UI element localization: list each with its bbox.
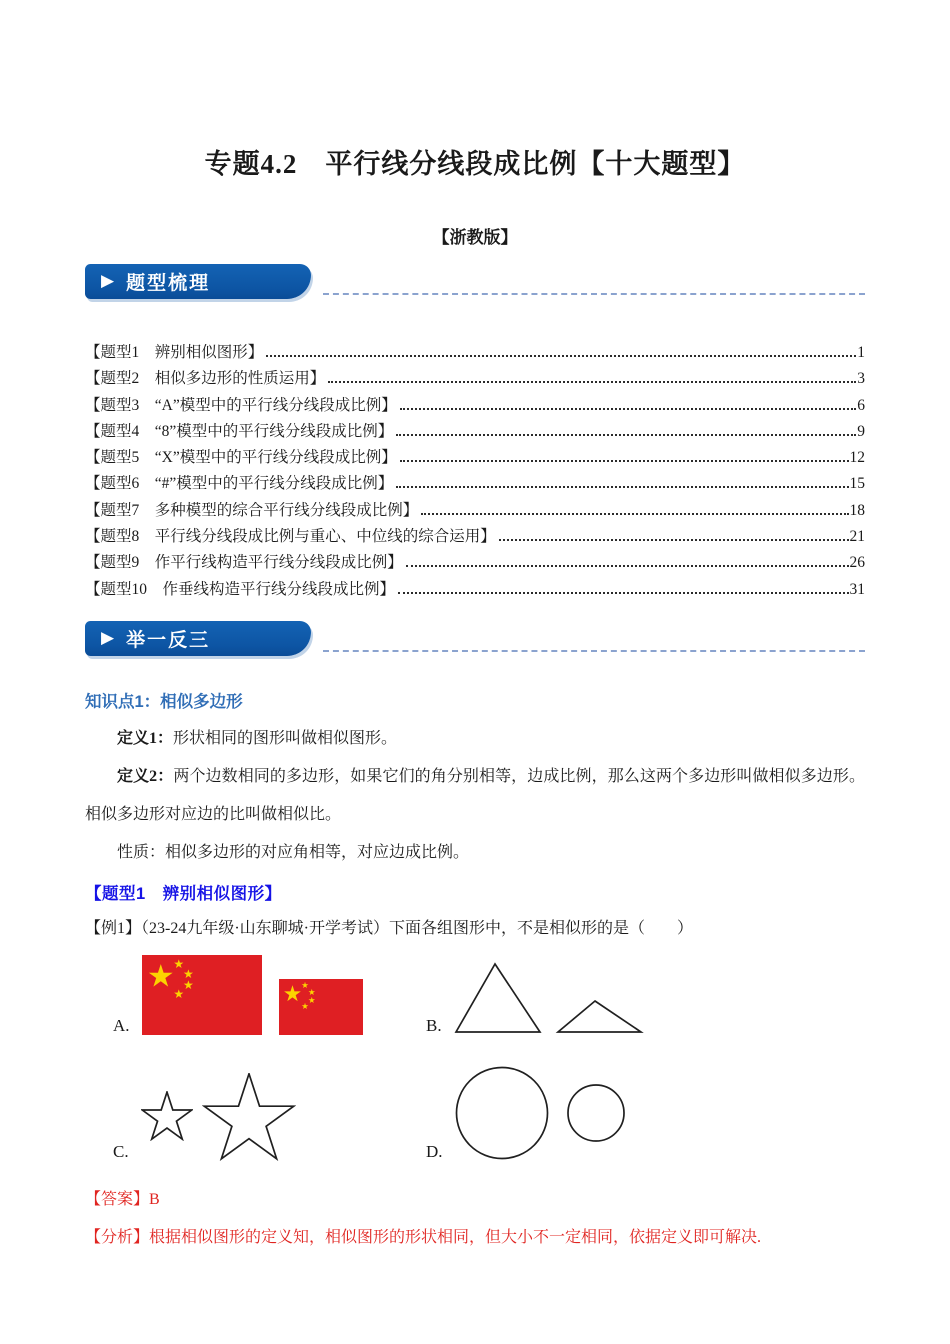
toc-dot-leader bbox=[400, 460, 849, 462]
answer-value: B bbox=[149, 1190, 160, 1208]
china-flag-large-icon bbox=[142, 955, 262, 1035]
toc-entry bbox=[85, 471, 865, 497]
toc-page-number: 1 bbox=[857, 344, 865, 361]
toc-entry bbox=[85, 524, 865, 550]
toc-entry-label: 【题型7 多种模型的综合平行线分线段成比例】 bbox=[85, 501, 419, 519]
toc-page-number: 18 bbox=[849, 501, 865, 519]
analysis-line bbox=[85, 1219, 865, 1257]
toc-entry-label: 【题型4 “8”模型中的平行线分线段成比例】 bbox=[85, 422, 394, 440]
answer-line bbox=[85, 1181, 865, 1219]
toc-entry-label: 【题型6 “#”模型中的平行线分线段成比例】 bbox=[85, 475, 394, 493]
toc-dot-leader bbox=[396, 434, 856, 436]
definition-1-text: 形状相同的图形叫做相似图形。 bbox=[173, 729, 398, 747]
toc-page-number: 31 bbox=[849, 580, 865, 598]
toc-entry-label: 【题型8 平行线分线段成比例与重心、中位线的综合运用】 bbox=[85, 528, 496, 546]
toc-entry-label: 【题型2 相似多边形的性质运用】 bbox=[85, 370, 326, 388]
flag-small-star-icon: ★ bbox=[173, 987, 185, 1002]
play-triangle-icon: ▶ bbox=[101, 271, 115, 291]
toc-dot-leader bbox=[396, 486, 848, 488]
section-banner-overview bbox=[85, 264, 865, 301]
option-b bbox=[426, 954, 865, 1035]
problem-type-heading: 【题型1 辨别相似图形】 bbox=[85, 884, 282, 903]
option-d bbox=[426, 1065, 865, 1161]
toc-entry-label: 【题型1 辨别相似图形】 bbox=[85, 344, 264, 361]
definition-1 bbox=[85, 720, 865, 758]
toc-page-number: 6 bbox=[857, 396, 865, 414]
flag-big-star-icon: ★ bbox=[282, 981, 302, 1007]
option-b-label: B. bbox=[426, 1016, 442, 1036]
china-flag-small-icon bbox=[279, 979, 363, 1035]
option-c-figure bbox=[141, 1073, 297, 1161]
toc-dot-leader bbox=[406, 565, 849, 567]
toc-dot-leader bbox=[398, 592, 848, 594]
flag-small-star-icon: ★ bbox=[182, 977, 194, 992]
toc-entry bbox=[85, 550, 865, 576]
knowledge-point-heading: 知识点1：相似多边形 bbox=[85, 692, 243, 711]
flag-small-star-icon: ★ bbox=[300, 1001, 309, 1012]
play-triangle-icon: ▶ bbox=[101, 627, 115, 648]
triangles-drawing bbox=[454, 961, 644, 1035]
dashed-divider bbox=[323, 293, 865, 295]
flag-small-star-icon: ★ bbox=[307, 994, 316, 1005]
analysis-label: 【分析】 bbox=[85, 1228, 150, 1246]
answer-label: 【答案】 bbox=[85, 1190, 150, 1208]
toc-page-number: 15 bbox=[849, 475, 865, 493]
option-c bbox=[85, 1065, 426, 1161]
analysis-text: 根据相似图形的定义知，相似图形的形状相同，但大小不一定相同，依据定义即可解决. bbox=[149, 1228, 762, 1246]
definition-1-label: 定义1： bbox=[117, 729, 174, 747]
property bbox=[85, 834, 865, 872]
toc-entry-label: 【题型9 作平行线构造平行线分线段成比例】 bbox=[85, 554, 403, 572]
toc-entry-label: 【题型3 “A”模型中的平行线分线段成比例】 bbox=[85, 396, 397, 414]
toc-entry bbox=[85, 498, 865, 524]
option-a-figure bbox=[142, 954, 364, 1035]
banner-title: 举一反三 bbox=[126, 629, 211, 651]
toc-dot-leader bbox=[266, 355, 856, 357]
flag-big-star-icon: ★ bbox=[146, 958, 175, 995]
toc-dot-leader bbox=[328, 381, 856, 383]
toc-page-number: 26 bbox=[849, 554, 865, 572]
toc-entry bbox=[85, 419, 865, 445]
table-of-contents bbox=[85, 340, 865, 603]
option-a bbox=[85, 954, 426, 1035]
toc-entry bbox=[85, 577, 865, 603]
banner-ribbon bbox=[85, 621, 311, 656]
section-banner-practice bbox=[85, 621, 865, 658]
star-outline-large bbox=[202, 1073, 296, 1161]
toc-page-number: 12 bbox=[849, 449, 865, 467]
option-d-label: D. bbox=[426, 1142, 443, 1162]
toc-entry bbox=[85, 340, 865, 366]
toc-page-number: 9 bbox=[857, 422, 865, 440]
definition-2-text: 两个边数相同的多边形，如果它们的角分别相等，边成比例，那么这两个多边形叫做相似多边形。相似多边形对应边的比叫做相似比。 bbox=[85, 767, 865, 823]
option-a-label: A. bbox=[113, 1016, 130, 1036]
toc-entry-label: 【题型5 “X”模型中的平行线分线段成比例】 bbox=[85, 449, 397, 467]
toc-dot-leader bbox=[421, 513, 848, 515]
banner-ribbon bbox=[85, 264, 311, 299]
flag-small-star-icon: ★ bbox=[307, 987, 316, 998]
option-d-figure bbox=[455, 1065, 627, 1161]
definition-2-label: 定义2： bbox=[117, 767, 174, 785]
page-title: 专题4.2 平行线分线段成比例【十大题型】 bbox=[204, 149, 746, 179]
example-stem: 【例1】（23-24九年级·山东聊城·开学考试）下面各组图形中，不是相似形的是（ ） bbox=[85, 919, 693, 937]
flag-small-star-icon: ★ bbox=[182, 967, 194, 982]
china-flag-small-inner bbox=[279, 979, 363, 1035]
dashed-divider bbox=[323, 650, 865, 652]
definition-2 bbox=[85, 758, 865, 834]
toc-page-number: 3 bbox=[857, 370, 865, 388]
toc-page-number: 21 bbox=[849, 528, 865, 546]
option-b-figure bbox=[454, 961, 644, 1035]
property-text: 相似多边形的对应角相等，对应边成比例。 bbox=[165, 843, 470, 861]
option-c-label: C. bbox=[113, 1142, 129, 1162]
toc-dot-leader bbox=[400, 408, 857, 410]
star-outline-small bbox=[141, 1091, 193, 1141]
toc-entry bbox=[85, 445, 865, 471]
edition-label: 【浙教版】 bbox=[432, 228, 518, 247]
property-label: 性质： bbox=[117, 843, 166, 861]
circles-drawing bbox=[455, 1065, 627, 1161]
banner-title: 题型梳理 bbox=[126, 273, 211, 294]
toc-entry bbox=[85, 366, 865, 392]
toc-entry-label: 【题型10 作垂线构造平行线分线段成比例】 bbox=[85, 580, 396, 598]
toc-entry bbox=[85, 393, 865, 419]
toc-dot-leader bbox=[499, 539, 849, 541]
flag-small-star-icon: ★ bbox=[300, 980, 309, 991]
answer-options bbox=[85, 954, 865, 1161]
flag-small-star-icon: ★ bbox=[173, 956, 185, 971]
